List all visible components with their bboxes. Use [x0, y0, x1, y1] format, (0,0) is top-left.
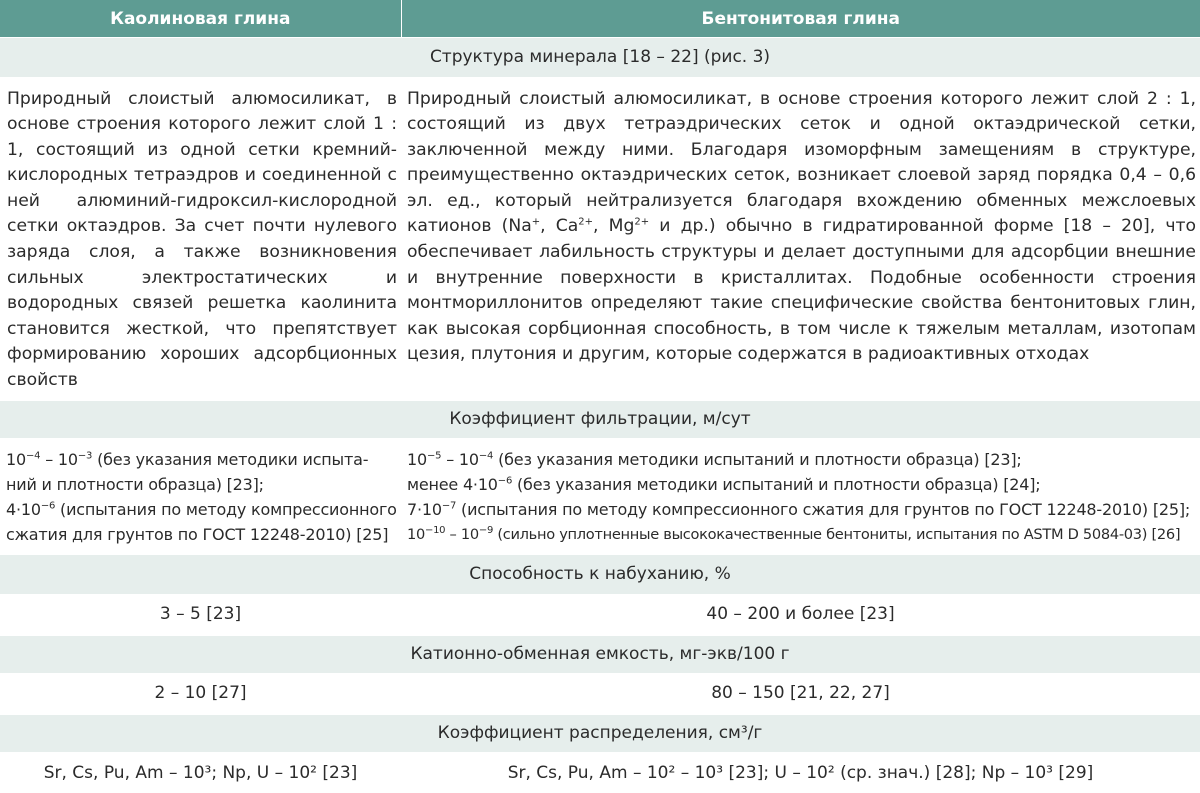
distribution-row	[0, 752, 1200, 793]
structure-bentonite-mg: , Mg	[593, 216, 635, 237]
filtration-bentonite	[401, 438, 1200, 554]
filtration-bentonite-line: $7\cdot 10^{-7}$ (испытания по методу компрессионного сжатия для грунтов по ГОСТ 12248-2010) [25];	[407, 500, 1191, 520]
section-title-swelling: Способность к набуханию, %	[0, 554, 1200, 594]
swelling-row	[0, 594, 1200, 635]
structure-row	[0, 77, 1200, 401]
section-title-filtration: Коэффициент фильтрации, м/сут	[0, 400, 1200, 438]
cation-exchange-kaolin: 2 – 10 [27]	[154, 683, 247, 704]
na-charge: +	[531, 216, 541, 228]
header-kaolin: Каолиновая глина	[0, 0, 401, 38]
filtration-row	[0, 438, 1200, 554]
filtration-bentonite-line: менее $4\cdot 10^{-6}$ (без указания методики испытаний и плотности образца) [24];	[407, 475, 1041, 495]
filtration-bentonite-line: $10^{-10} - 10^{-9}$ (сильно уплотненные высококачественные бентониты, испытания по ASTM D 5084-03) [26]	[407, 525, 1181, 544]
distribution-kaolin: Sr, Cs, Pu, Am – 10³; Np, U – 10² [23]	[43, 762, 358, 783]
structure-kaolin: Природный слоистый алюмосиликат, в основе строения которого лежит слой 1 : 1, состоящий из одной сетки кремний-кислородных тетраэдров и соединенной с ней алюминий-гидроксил-кислородной сетки октаэдров. За счет почти нулевого заряда слоя, а также возникновения сильных электростатических и водородных связей решетка каолинита становится жесткой, что препятствует формированию хороших адсорбционных свойств	[7, 88, 397, 391]
filtration-kaolin-line: $10^{-4} - 10^{-3}$ (без указания методики испыта-	[6, 450, 369, 470]
structure-bentonite	[401, 77, 1200, 401]
header-row	[0, 0, 1200, 38]
structure-bentonite-ca: , Ca	[540, 216, 579, 237]
section-row-structure	[0, 38, 1200, 77]
section-row-cation-exchange	[0, 635, 1200, 673]
section-title-distribution: Коэффициент распределения, см³/г	[0, 714, 1200, 752]
filtration-kaolin-line: ний и плотности образца) [23];	[6, 475, 264, 495]
filtration-bentonite-line: $10^{-5} - 10^{-4}$ (без указания методики испытаний и плотности образца) [23];	[407, 450, 1022, 470]
cation-exchange-row	[0, 673, 1200, 714]
section-title-structure: Структура минерала [18 – 22] (рис. 3)	[0, 38, 1200, 77]
section-row-filtration	[0, 400, 1200, 438]
section-row-distribution	[0, 714, 1200, 752]
cation-exchange-bentonite: 80 – 150 [21, 22, 27]	[711, 683, 890, 704]
filtration-kaolin-line: сжатия для грунтов по ГОСТ 12248-2010) [25]	[6, 525, 389, 545]
structure-bentonite-text-2: и др.) обычно в гидратированной форме [18 – 20], что обеспечивает лабильность структуры и делает доступными для адсорбции внешние и внутренние поверхности в кристаллитах. Подобные особенности строения монтмориллонитов определяют такие специфические свойства бентонитовых глин, как высокая сорбционная способность, в том числе к тяжелым металлам, изотопам цезия, плутония и другим, которые содержатся в радиоактивных отходах	[407, 216, 1197, 365]
swelling-bentonite: 40 – 200 и более [23]	[706, 604, 895, 625]
section-title-cation-exchange: Катионно-обменная емкость, мг-экв/100 г	[0, 635, 1200, 673]
section-row-swelling	[0, 554, 1200, 594]
distribution-bentonite: Sr, Cs, Pu, Am – 10² – 10³ [23]; U – 10² (ср. знач.) [28]; Np – 10³ [29]	[507, 762, 1094, 783]
swelling-kaolin: 3 – 5 [23]	[159, 604, 242, 625]
ca-charge: 2+	[578, 216, 594, 228]
filtration-kaolin-line: $4\cdot 10^{-6}$ (испытания по методу компрессионного	[6, 500, 397, 520]
filtration-kaolin	[0, 438, 401, 554]
structure-bentonite-text-1: Природный слоистый алюмосиликат, в основе строения которого лежит слой 2 : 1, состоящий из двух тетраэдрических сеток и одной октаэдрической сетки, заключенной между ними. Благодаря изоморфным замещениям в структуре, преимущественно октаэдрических сеток, возникает слоевой заряд порядка 0,4 – 0,6 эл. ед., который нейтрализуется благодаря вхождению обменных межслоевых катионов (Na	[407, 88, 1196, 237]
header-bentonite: Бентонитовая глина	[401, 0, 1200, 38]
mg-charge: 2+	[634, 216, 650, 228]
